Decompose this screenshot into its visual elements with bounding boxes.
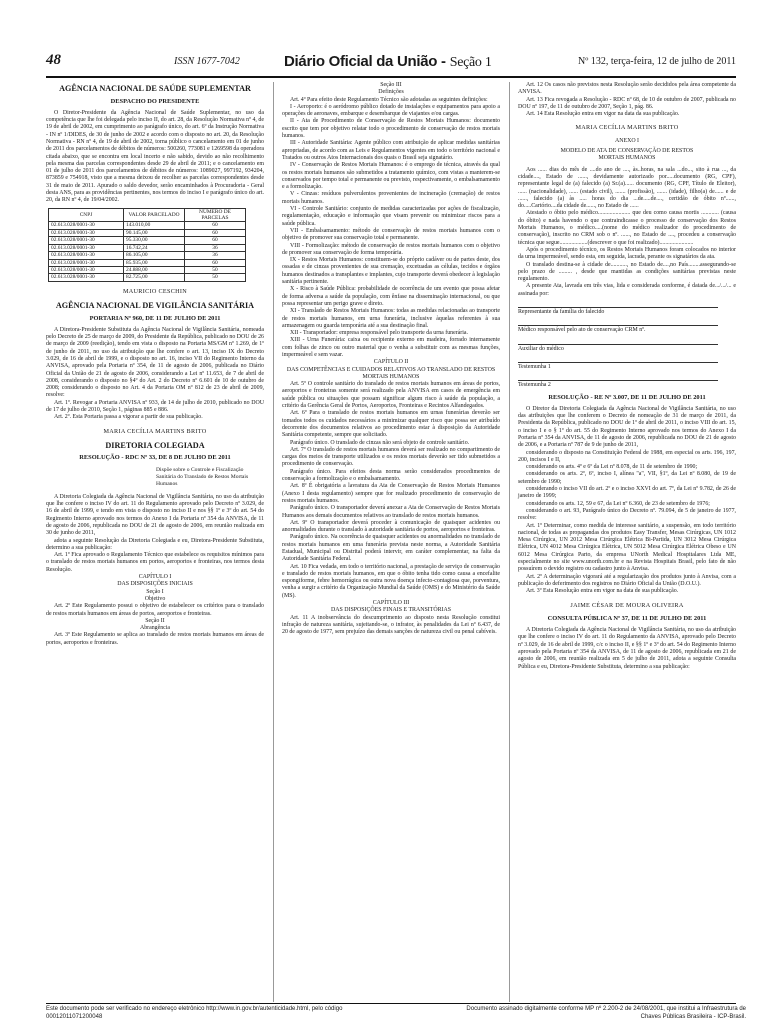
- body-paragraph: Art. 4º Para efeito deste Regulamento Técnico são adotadas as seguintes definições:: [290, 96, 488, 103]
- signature-line: [518, 362, 718, 363]
- table-cell: 36: [185, 252, 246, 259]
- section-heading: DESPACHO DO PRESIDENTE: [110, 97, 200, 105]
- body-paragraph: considerando o art. 93, Parágrafo único do Decreto nº. 79.094, de 5 de janeiro de 1977, resolve:: [518, 507, 736, 522]
- body-paragraph: Art. 7º O translado de restos mortais humanos deverá ser realizado no compartimento de cargas dos meios de transporte utilizados e os restos mortais deverão ser tido submetidos a procedimento de conservação.: [282, 446, 500, 468]
- table-row: [49, 252, 246, 259]
- journal-name: Diário Oficial da União -: [284, 53, 446, 70]
- table-cell: 60: [185, 237, 246, 244]
- body-paragraph: Art. 5º O controle sanitário do translado de restos mortais humanos em áreas de portos, aeroportos e fronteiras somente será realizado pela ANVISA em casos de emergência em saúde pública ou situações que possam significar algum risco à saúde da população, a critério da Gerência Geral de Portos, Aeroportos, Fronteiras e Recintos Alfandegados.: [282, 381, 500, 410]
- signature-label: Testemunha 1: [518, 363, 551, 370]
- agency-heading: AGÊNCIA NACIONAL DE VIGILÂNCIA SANITÁRIA: [55, 301, 255, 311]
- column-divider: [509, 82, 510, 1002]
- signature-line: [518, 380, 718, 381]
- body-paragraph: Atestado o óbito pelo médico...................... que deu como causa mortis ............ (causa do óbito) e nada havendo o que contraindicasse o processo de conservação dos Restos Mortais Humanos, o médico.....(nome do médico realizador do procedimento de conservação), inscrito no CRM sob o nº. ......, no Estado de ...., procedeu a conservação técnica que segue...................(descrever o que foi realizado).......................: [518, 210, 736, 246]
- definition: V - Cinzas: resíduos pulverulentos provenientes de incineração (cremação) de restos mortais humanos.: [282, 191, 500, 205]
- body-paragraph: considerando os arts. 4º e 6º da Lei nº 8.078, de 11 de setembro de 1990;: [526, 464, 698, 471]
- column-2: [282, 82, 500, 637]
- resolution-summary: Dispõe sobre o Controle e Fiscalização Sanitária do Translado de Restos Mortais Humanos: [156, 466, 249, 487]
- table-cell: 02.613.028/0001-30: [49, 274, 124, 281]
- footer-rule: [46, 1003, 736, 1004]
- resolution-heading: RESOLUÇÃO - RE Nº 3.007, DE 11 DE JULHO DE 2011: [548, 393, 706, 401]
- verification-note: Este documento pode ser verificado no endereço eletrônico http://www.in.gov.br/autenticidade.html, pelo código 00012011071200048: [46, 1006, 343, 1020]
- table-cell: 50: [185, 266, 246, 273]
- table-header: CNPJ: [49, 208, 124, 222]
- page-header: [46, 50, 736, 76]
- table-header: NÚMERO DE PARCELAS: [185, 208, 246, 222]
- table-row: [49, 274, 246, 281]
- body-paragraph: Art. 6º Para o translado de restos mortais humanos em urnas funerárias deverão ser tomados todos os cuidados necessários a minimizar qualquer risco que possa ser atribuído decorrente dos documentos relativos ao procedimento estar à disposição da Autoridade Sanitária competente, sempre que solicitado.: [282, 410, 500, 439]
- page-number: 48: [46, 52, 61, 68]
- table-cell: 95.330,00: [124, 237, 185, 244]
- body-paragraph: A Diretoria Colegiada da Agência Nacional de Vigilância Sanitária, no uso da atribuição que lhe confere o inciso IV do art. 11 do Regulamento aprovado pelo Decreto nº 3.029, de 16 de abril de 1999, e tendo em vista o disposto no inciso II e nos §§ 1º e 3º do art. 54 do Regimento Interno aprovado nos termos do Anexo I da Portaria nº 354 da ANVISA, de 11 de agosto de 2006, republicada no DOU de 21 de agosto de 2006, em reunião realizada em 30 de junho de 2011,: [46, 493, 264, 537]
- table-row: [49, 222, 246, 229]
- chapter-title: DAS DISPOSIÇÕES FINAIS E TRANSITÓRIAS: [330, 607, 451, 614]
- body-paragraph: considerando os arts. 2º, 6º, inciso I, alínea "a", VII, §1º, da Lei nº 8.080, de 19 de setembro de 1990;: [518, 471, 736, 485]
- table-cell: 16.742,24: [124, 244, 185, 251]
- column-3: [518, 82, 736, 671]
- chapter-heading: CAPÍTULO II: [373, 359, 409, 366]
- body-paragraph: O translado destina-se à cidade de..........., no Estado de....,no País........assegurando-se pelo prazo de ......... , desde que mantidas as condições sanitárias previstas neste regulamento.: [518, 261, 736, 283]
- body-paragraph: Parágrafo único. Para efeitos desta norma serão considerados procedimentos de conservação a formolização e o embalsamamento.: [282, 468, 500, 483]
- body-paragraph: Art. 11 A inobservância do descumprimento ao disposto nesta Resolução constitui infração de natureza sanitária, sujeitando-se, o infrator, às penalidades da Lei nº 6.437, de 20 de agosto de 1977, sem prejuízo das demais sanções de natureza civil ou penal cabíveis.: [282, 614, 500, 636]
- body-paragraph: Art. 12 Os casos não previstos nesta Resolução serão decididos pela área competente da ANVISA.: [518, 82, 736, 96]
- body-paragraph: considerando o inciso VII do art. 2º e o inciso XXVI do art. 7º, da Lei nº 9.782, de 26 de janeiro de 1999;: [518, 486, 736, 500]
- signature: MARIA CECÍLIA MARTINS BRITO: [103, 427, 207, 435]
- body-paragraph: Art. 2º. Esta Portaria passa a vigorar a partir de sua publicação.: [54, 414, 203, 421]
- definition: XI - Translado de Restos Mortais Humanos: todas as medidas relacionadas ao transporte de restos mortais humanos, em urna funerária, inclusive àquelas referentes à sua armazenagem ou guarda temporária até a sua destinação final.: [282, 308, 500, 329]
- edition-info: Nº 132, terça-feira, 12 de julho de 2011: [578, 56, 736, 67]
- table-cell: 02.613.028/0001-30: [49, 222, 124, 229]
- table-row: [49, 259, 246, 266]
- header-rule: [46, 76, 736, 78]
- signature-line: [518, 307, 718, 308]
- body-paragraph: Parágrafo único. Na ocorrência de quaisquer acidentes ou anormalidades no translado de restos mortais humanos em uma funerária prevista neste norma, a Autoridade Sanitária Estadual, Municipal ou Distrital poderá intervir, em caráter complementar, na falta da Autoridade Sanitária Federal.: [282, 534, 500, 563]
- table-cell: 02.613.028/0001-30: [49, 229, 124, 236]
- table-cell: 60: [185, 229, 246, 236]
- table-cell: 143.010,00: [124, 222, 185, 229]
- section-title: Abrangência: [139, 625, 171, 632]
- table-cell: 85.935,00: [124, 259, 185, 266]
- table-row: [49, 229, 246, 236]
- body-paragraph: Art. 14 Esta Resolução entra em vigor na data da sua publicação.: [526, 111, 680, 118]
- body-paragraph: Art. 1º Fica aprovado o Regulamento Técnico que estabelece os requisitos mínimos para o translado de restos mortais humanos em portos, aeroportos e fronteiras, nos termos desta Resolução.: [46, 552, 264, 573]
- issn: ISSN 1677-7042: [174, 56, 240, 67]
- table-cell: 60: [185, 222, 246, 229]
- body-paragraph: Art. 8º É obrigatória a lavratura da Ata de Conservação de Restos Mortais Humanos (Anexo I desta regulamento) sempre que for realizado procedimento de conservação de restos mortais humanos.: [282, 483, 500, 504]
- body-paragraph: Art. 13 Fica revogada a Resolução - RDC nº 68, de 10 de outubro de 2007, publicada no DOU nº 197, de 11 de outubro de 2007, Seção 1, pág. 86.: [518, 96, 736, 110]
- table-cell: 60: [185, 259, 246, 266]
- resolution-heading: RESOLUÇÃO - RDC Nº 33, DE 8 DE JULHO DE 2011: [79, 454, 231, 462]
- chapter-title: DAS DISPOSIÇÕES INICIAIS: [117, 581, 193, 588]
- signature-label: Auxiliar do médico: [518, 345, 564, 352]
- body-paragraph: O Diretor da Diretoria Colegiada da Agência Nacional de Vigilância Sanitária, no uso das atribuições que lhe conferem o Decreto de nomeação de 31 de março de 2011, da Presidenta da República, publicado no DOU de 1º de abril de 2011, o inciso VIII do art. 15, o inciso I e o § 1º do art. 55 do Regimento Interno aprovado nos termos do Anexo I da Portaria nº 354 da ANVISA, de 11 de agosto de 2006, republicada no DOU de 21 de agosto de 2006, e a Portaria nº 787 de 9 de junho de 2011,: [518, 405, 736, 449]
- body-paragraph: A Diretoria Colegiada da Agência Nacional de Vigilância Sanitária, no uso da atribuição que lhe confere o inciso IV do art. 11 do Regulamento da ANVISA, aprovado pelo Decreto nº 3.029, de 16 de abril de 1999, c/c o inciso II, e §§ 1º e 3º do art. 54 do Regimento Interno aprovado pela Portaria nº 354 da ANVISA, de 11 de agosto de 2006, republicada em 21 de agosto de 2006, em reunião realizada em 5 de julho de 2011, adota a seguinte Consulta Pública e eu, Diretora-Presidente Substituta, determino a sua publicação:: [518, 627, 736, 670]
- body-paragraph: Aos ...... dias do mês de ....do ano de ...., às..horas, na sala ...do..., sito à rua ..., da cidade...., Estado de ......, devidamente autorizado por.....documento (RG, CPF), representante legal de (a) falecido (a) Sr.(a)...... documento (RG, CPF, Título de Eleitor), ...... (nacionalidade), ...... (estado civil), ....... (profissão), ....... (idade), filho(a) de...... e de ......, falecido (a) às ..... horas do dia ...de.....de...., certidão de óbito nº......, do.....Cartório....da cidade de......, no Estado de ......: [518, 166, 736, 210]
- definition: XIII - Urna Funerária: caixa ou recipiente externo em madeira, forrado internamente com folhas de zinco ou outro material que o venha a substituir com as mesmas funções, impermeável e sem vazar.: [282, 337, 500, 358]
- annex-heading: ANEXO I: [614, 137, 640, 144]
- definition: IV - Conservação de Restos Mortais Humanos: é o emprego de técnica, através da qual os restos mortais humanos são submetidos a tratamento químico, com vistas a manterem-se conservados por tempo total e permanente ou previsto, respectivamente, o embalsamamento e a formolização.: [282, 162, 500, 191]
- section-label: Seção II: [145, 617, 165, 624]
- body-paragraph: O Diretor-Presidente da Agência Nacional de Saúde Suplementar, no uso da competência que lhe foi delegada pelo inciso II, do art. 28, da Resolução Normativa nº 4, de 19 de abril de 2002, em cumprimento ao parágrafo único, do art. 6º da Instrução Normativa - IN nº 1/DIDES, de 30 de junho de 2002 e acordo com o disposto no art. 20, da Resolução Normativa - RN nº 4, de 19 de abril de 2002, torna público o cancelamento em 01 de junho de 2011 dos parcelamentos de débitos de números: 500260, 773081 e 1269598 da operadora citada abaixo, que se encontra em local incerto e não sabido, devido ao não recolhimento pela mesma das parcelas correspondentes desde 29 de abril de 2011; e o cancelamento em 01 de julho de 2011 dos parcelamentos de débitos de números: 1089027, 997192, 934204, 873859 e 754918, visto que a mesma deixou de recolher as parcelas correspondentes desde 31 de maio de 2011. Apurado o saldo devedor, serão encaminhados à Procuradoria - Geral desta ANS, para as providências pertinentes, nos termos do inciso I e parágrafo único do art. 20, da RN nº 4, de 19/04/2002.: [46, 109, 264, 204]
- table-header: VALOR PARCELADO: [124, 208, 185, 222]
- consultation-heading: CONSULTA PÚBLICA Nº 37, DE 11 DE JULHO DE 2011: [547, 614, 707, 622]
- annex-title: MODELO DE ATA DE CONSERVAÇÃO DE RESTOS MORTAIS HUMANOS: [560, 148, 694, 162]
- signature: MARIA CECÍLIA MARTINS BRITO: [575, 124, 679, 132]
- body-paragraph: A Diretora-Presidente Substituta da Agência Nacional de Vigilância Sanitária, nomeada pelo Decreto de 25 de março de 2009, do Presidente da República, publicado no DOU de 26 de março de 2009 (reedição), tendo em vista o disposto na Portaria MS/GM nº 1.269, de 1º de junho de 2011, no uso da atribuição que lhe confere o art. 13, inciso IX do Decreto 3.029, de 16 de abril de 1999, e o disposto no art. 16, inciso VII do Regimento Interno da ANVISA, aprovado pela Portaria nº 354, de 11 de agosto de 2006, publicada no Diário Oficial da União de 21 de agosto de 2006, considerando a Lei nº 11.653, de 7 de abril de 2008, considerando o disposto no §4º do Art. 2 do Decreto nº 6.601 de 10 de outubro de 2008; considerando o disposto no Art. 4 da Portaria OM nº 812 de 23 de abril de 2009, resolve:: [46, 326, 264, 399]
- body-paragraph: Art. 10 Fica vedada, em todo o território nacional, a prestação de serviço de conservação e translado de restos mortais humanos, em que o óbito tenha tido como causa a encefalite espongiforme, febre hemorrágica ou outra nova doença infecto-contagiosa que, porventura, venha a surgir a critério da Organização Mundial da Saúde (OMS) e do Ministério da Saúde (MS).: [282, 563, 500, 599]
- definition: III - Autoridade Sanitária: Agente público com atribuição de aplicar medidas sanitárias apropriadas, de acordo com as Leis e Regulamentos vigentes em todo o território nacional e Tratados ou outros Atos Internacionais dos quais o Brasil seja signatário.: [282, 140, 500, 161]
- body-paragraph: Art. 1º. Revogar a Portaria ANVISA nº 933, de 14 de julho de 2010, publicado no DOU de 17 de julho de 2010, Seção 1, páginas 885 e 886.: [46, 399, 264, 414]
- section-title: Objetivo: [144, 595, 166, 602]
- table-cell: 50: [185, 274, 246, 281]
- chapter-title: DAS COMPETÊNCIAS E CUIDADOS RELATIVOS AO TRANSLADO DE RESTOS MORTAIS HUMANOS: [286, 366, 496, 380]
- body-paragraph: Após o procedimento técnico, os Restos Mortais Humanos foram colocados no interior da urna impermeável, sendo esta, em seguida, lacrada, perante os signatários da ata.: [518, 246, 736, 261]
- body-paragraph: Art. 2º Este Regulamento possui o objetivo de estabelecer os critérios para o translado de restos mortais humanos em áreas de portos, aeroportos e fronteiras.: [46, 603, 264, 617]
- body-paragraph: Art. 3º Esta Resolução entra em vigor na data de sua publicação.: [526, 588, 679, 595]
- section-title: Definições: [378, 89, 404, 96]
- chapter-heading: CAPÍTULO I: [138, 574, 172, 581]
- definition: VII - Embalsamamento: método de conservação de restos mortais humanos com o objetivo de promover sua conservação total e permanente.: [282, 227, 500, 242]
- table-cell: 02.613.028/0001-30: [49, 252, 124, 259]
- debt-table: [48, 208, 246, 282]
- body-paragraph: Art. 2º A determinação vigorará até a regularização dos produtos junto à Anvisa, com a publicação do deferimento dos registros no Diário Oficial da União (D.O.U.).: [518, 573, 736, 587]
- definition: IX - Restos Mortais Humanos: constituem-se do próprio cadáver ou de partes deste, dos ossadas e de cinzas provenientes de sua cremação, excetuadas as células, tecidos e órgãos humanos destinados a transplantes e implantes, cujo transporte deverá obedecer à legislação sanitária pertinente.: [282, 257, 500, 286]
- table-cell: 82.725,00: [124, 274, 185, 281]
- table-cell: 02.613.028/0001-30: [49, 259, 124, 266]
- journal-section: Seção 1: [449, 55, 492, 70]
- body-paragraph: Parágrafo único. O translado de cinzas não será objeto de controle sanitário.: [290, 439, 470, 446]
- table-cell: 90.145,00: [124, 229, 185, 236]
- table-row: [49, 266, 246, 273]
- body-paragraph: Art. 9º O transportador deverá proceder à comunicação de quaisquer acidentes ou anormalidades durante o translado à autoridade sanitária de portos, aeroportos e fronteiras.: [282, 519, 500, 534]
- agency-heading: AGÊNCIA NACIONAL DE SAÚDE SUPLEMENTAR: [59, 84, 251, 93]
- table-row: [49, 244, 246, 251]
- digital-signature-note: Documento assinado digitalmente conforme MP nº 2.200-2 de 24/08/2001, que institui a Infraestrutura de Chaves Públicas Brasileira - ICP-Brasil.: [466, 1006, 746, 1020]
- body-paragraph: Parágrafo único. O transportador deverá anexar a Ata de Conservação de Restos Mortais Humanos aos demais documentos relativos ao translado de restos mortais humanos.: [282, 505, 500, 519]
- chapter-heading: CAPÍTULO III: [372, 600, 410, 607]
- body-paragraph: Art. 3º Este Regulamento se aplica ao translado de restos mortais humanos em áreas de portos, aeroportos e fronteiras.: [46, 632, 264, 646]
- table-cell: 02.613.028/0001-30: [49, 266, 124, 273]
- definition: II - Ata de Procedimento de Conservação de Restos Mortais Humanos: documento escrito que tem por objetivo relatar todo o procedimento de conservação de restos mortais humanos.: [282, 118, 500, 140]
- journal-title: [284, 53, 492, 71]
- definition: VIII - Formolização: método de conservação de restos mortais humanos com o objetivo de promover sua conservação de forma temporária.: [282, 242, 500, 256]
- table-cell: 86.105,00: [124, 252, 185, 259]
- table-row: [49, 237, 246, 244]
- definition: XII - Transportador: empresa responsável pelo transporte da urna funerária.: [290, 330, 468, 337]
- signature-line: [518, 344, 718, 345]
- section-label: Seção III: [380, 82, 402, 88]
- signature-label: Representante da família do falecido: [518, 309, 605, 316]
- board-heading: DIRETORIA COLEGIADA: [105, 440, 205, 450]
- body-paragraph: considerando os arts. 12, 59 e 67, da Lei nº 6.360, de 23 de setembro de 1976;: [526, 500, 710, 507]
- column-1: [46, 82, 264, 647]
- signature-label: Médico responsável pelo ato de conservação CRM nº.: [518, 327, 646, 334]
- signature-label: Testemunha 2: [518, 382, 551, 389]
- portaria-heading: PORTARIA Nº 960, DE 11 DE JULHO DE 2011: [89, 314, 221, 322]
- signature-line: [518, 325, 718, 326]
- table-cell: 24.888,00: [124, 266, 185, 273]
- column-divider: [273, 82, 274, 1002]
- signature: MAURICIO CESCHIN: [122, 287, 188, 295]
- body-paragraph: considerando o disposto na Constituição Federal de 1988, em especial os arts. 196, 197, 200, incisos I e II,: [518, 449, 736, 463]
- table-cell: 02.613.028/0001-30: [49, 237, 124, 244]
- table-cell: 36: [185, 244, 246, 251]
- body-paragraph: adota a seguinte Resolução da Diretoria Colegiada e eu, Diretora-Presidente Substituta, determino a sua publicação:: [46, 537, 264, 551]
- section-label: Seção I: [146, 588, 164, 595]
- definition: VI - Controle Sanitário: conjunto de medidas caracterizadas por ações de fiscalização, regulamentação, educação e informação que visam prevenir ou minimizar riscos para a saúde pública.: [282, 206, 500, 227]
- body-paragraph: Art. 1º Determinar, como medida de interesse sanitário, a suspensão, em todo território nacional, de todas as propagandas dos produtos Easy Transfer, Mesas Cirúrgicas, UN 1012 Mesa Cirúrgica, UN 2012 Mesa Cirúrgica Elétrica Bi-Partida, UN 3012 Mesa Cirúrgica Elétrica, UN 4012 Mesa Cirúrgica Elétrica, UN 5012 Mesa Cirúrgica Elétrica Obeso e UN 6012 Mesa Cirúrgica Parto, da empresa UNorth Medical Hospitalares Ltda ME, especialmente no site www.unorth.com.br e na Revista Hospitais Brasil, pelo fato de não possuírem o devido registro ou cadastro junto à Anvisa.: [518, 522, 736, 573]
- definition: I - Aeroporto: é o aeródromo público dotado de instalações e equipamentos para apoio a operações de aeronaves, embarque e desembarque de viajantes e/ou cargas.: [282, 103, 500, 118]
- table-cell: 02.613.028/0001-30: [49, 244, 124, 251]
- body-paragraph: A presente Ata, lavrada em três vias, lida e considerada conforme, é datada de.../.../... e assinada por:: [518, 283, 736, 297]
- signature: JAIME CÉSAR DE MOURA OLIVEIRA: [570, 601, 684, 609]
- definition: X - Risco à Saúde Pública: probabilidade de ocorrência de um evento que possa afetar de forma adversa a saúde da população, com ênfase na disseminação internacional, ou que possa representar um perigo grave e direto.: [282, 286, 500, 307]
